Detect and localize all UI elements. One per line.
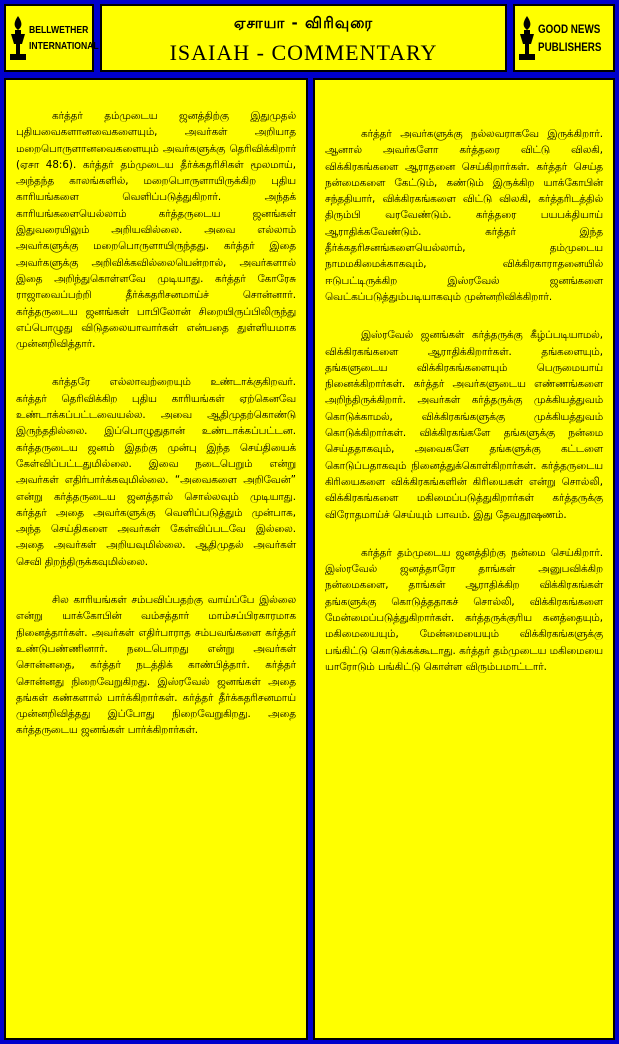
page-title-tamil: ஏசாயா - விரிவுரை [233,14,374,32]
bellwether-logo-text [29,22,99,54]
paragraph: கர்த்தர் தம்முடைய ஜனத்திற்கு இதுமுதல் புதியவைகளானவைகளையும், அவர்கள் அறியாத மறைபொருளானவைகளையும் அவர்களுக்கு தெரிவிக்கிறார் (ஏசா 48:6). கர்த்தர் தம்முடைய தீர்க்கதரிசிகள் மூலமாய், அந்தந்த காலங்களில், மறைபொருளாயிருக்கிற புதிய காரியங்களை வெளிப்படுத்துகிறார். அந்தக் காரியங்களையெல்லாம் கர்த்தருடைய ஜனங்கள் இதுவரையிலும் அறியவில்லை. அவை எல்லாம் அவர்களுக்கு மறைபொருளாயிருந்தது. கர்த்தர் இதை அவர்களுக்கு அறிவிக்கவில்லையென்றால், அவர்களால் இதை அறிந்துகொள்ளவே முடியாது. கர்த்தர் கோரேசு ராஜாவைப்பற்றி தீர்க்கதரிசனமாய்ச் சொன்னார். கர்த்தருடைய ஜனங்கள் பாபிலோன் சிறையிருப்பிலிருந்து எப்பொழுது விடுதலையாவார்கள் என்பதை துள்ளியமாக முன்னறிவித்தார். [16,110,296,351]
good-news-logo-text [538,20,601,56]
header-title-box [100,4,507,72]
lamp-icon [9,14,27,62]
paragraph: இஸ்ரவேல் ஜனங்கள் கர்த்தருக்கு கீழ்ப்படியாமல், விக்கிரகங்களை ஆராதிக்கிறார்கள். தங்களையும், தங்களுடைய விக்கிரகங்களையும் பெருமையாய் நினைக்கிறார்கள். கர்த்தர் அவர்களுடைய எண்ணங்களை அறிந்திருக்கிறார். அவர்கள் கர்த்தருக்கு முக்கியத்துவம் கொடுக்காமல், விக்கிரகங்களுக்கு முக்கியத்துவம் கொடுக்கிறார்கள். விக்கிரகங்களே தங்களுக்கு நன்மை செய்ததாகவும், அவைகளே தங்களுக்கு கட்டளை கொடுப்பதாகவும் நினைத்துக்கொள்கிறார்கள். கர்த்தருடைய கிரியைகளை விக்கிரகங்களின் கிரியைகள் என்று சொல்லி, விக்கிரகங்களை மகிமைப்படுத்துகிறார்கள் கர்த்தருக்கு விரோதமாய்ச் செய்யும் பாவம். இது தேவதூஷணம். [325,329,603,521]
logo-right-line2: PUBLISHERS [538,40,602,54]
good-news-logo [513,4,615,72]
logo-left-line2: INTERNATIONAL [29,40,99,52]
paragraph: கர்த்தர் தம்முடைய ஜனத்திற்கு நன்மை செய்கிறார். இஸ்ரவேல் ஜனத்தாரோ தாங்கள் அனுபவிக்கிற நன்மைகளை, தாங்கள் ஆராதிக்கிற விக்கிரகங்கள் தங்களுக்கு கொடுத்ததாகச் சொல்லி, விக்கிரகங்களை மேன்மைப்படுத்துகிறார்கள். கர்த்தருக்குரிய கனத்தையும், மகிமையையும், மேன்மையையும் விக்கிரகங்களுக்கு பங்கிட்டு கொடுக்கக்கூடாது. கர்த்தர் தம்முடைய மகிமையை யாரோடும் பங்கிட்டு கொள்ள விரும்பமாட்டார். [325,546,603,673]
paragraph: கர்த்தர் அவர்களுக்கு நல்லவராகவே இருக்கிறார். ஆனால் அவர்களோ கர்த்தரை விட்டு விலகி, விக்கிரகங்களை ஆராதனை செய்கிறார்கள். கர்த்தர் செய்த நன்மைகளை கேட்டும், கண்டும் இருக்கிற யாக்கோபின் சந்ததியார், விக்கிரகங்களை விட்டு விலகி, கர்த்தரிடத்தில் திரும்பி வரவேண்டும். கர்த்தரை பயபக்தியாய் ஆராதிக்கவேண்டும். கர்த்தர் இந்த தீர்க்கதரிசனங்களையெல்லாம், தம்முடைய நாமமகிமைக்காகவும், விக்கிரகாராதனையில் ஈடுபட்டிருக்கிற இஸ்ரவேல் ஜனங்களை வெட்கப்படுத்தும்படியாகவும் முன்னறிவிக்கிறார். [325,128,603,303]
right-column [313,78,615,1040]
page-title-english: ISAIAH - COMMENTARY [169,40,438,65]
paragraph: கர்த்தரே எல்லாவற்றையும் உண்டாக்குகிறவர். கர்த்தர் தெரிவிக்கிற புதிய காரியங்கள் ஏற்கெனவே உண்டாக்கப்பட்டவையல்ல. அவை ஆதிமுதற்கொண்டு இருந்ததில்லை. இப்பொழுதுதான் உண்டாக்கப்பட்டன. கர்த்தருடைய ஜனம் இதற்கு முன்பு இந்த செய்தியைக் கேள்விப்பட்டதுமில்லை. இவை நடைபெறும் என்று அவர்கள் எதிர்பார்க்கவுமில்லை. “அவைகளை அறிவேன்” என்று கர்த்தருடைய ஜனத்தால் சொல்லவும் முடியாது. கர்த்தர் அதை அவர்களுக்கு வெளிப்படுத்தும் முன்பாக, அந்த செய்திகளை அவர்கள் கேள்விப்படவே இல்லை. அதை அவர்கள் அறியவுமில்லை. ஆதிமுதல் அவர்கள் செவி திறந்திருக்கவுமில்லை. [16,376,296,568]
left-column [4,78,308,1040]
logo-right-line1: GOOD NEWS [538,22,601,36]
logo-left-line1: BELLWETHER [29,24,89,36]
lamp-icon [518,14,536,62]
paragraph: சில காரியங்கள் சம்பவிப்பதற்கு வாய்ப்பே இல்லை என்று யாக்கோபின் வம்சத்தார் மாம்சப்பிரகாரமாக நினைத்தார்கள். அவர்கள் எதிர்பாராத சம்பவங்களை கர்த்தர் உண்டுபண்ணினார். நடைபொறது என்று அவர்கள் சொன்னதை, கர்த்தர் நடத்திக் காண்பித்தார். கர்த்தர் சொன்னது நிறைவேறுகிறது. இஸ்ரவேல் ஜனங்கள் அதை தங்கள் கண்களால் பார்க்கிறார்கள். கர்த்தர் தீர்க்கதரிசனமாய் முன்னறிவித்தது இப்போது நிறைவேறுகிறது. அதை கர்த்தருடைய ஜனங்கள் பார்க்கிறார்கள். [16,594,296,737]
bellwether-logo [4,4,99,72]
